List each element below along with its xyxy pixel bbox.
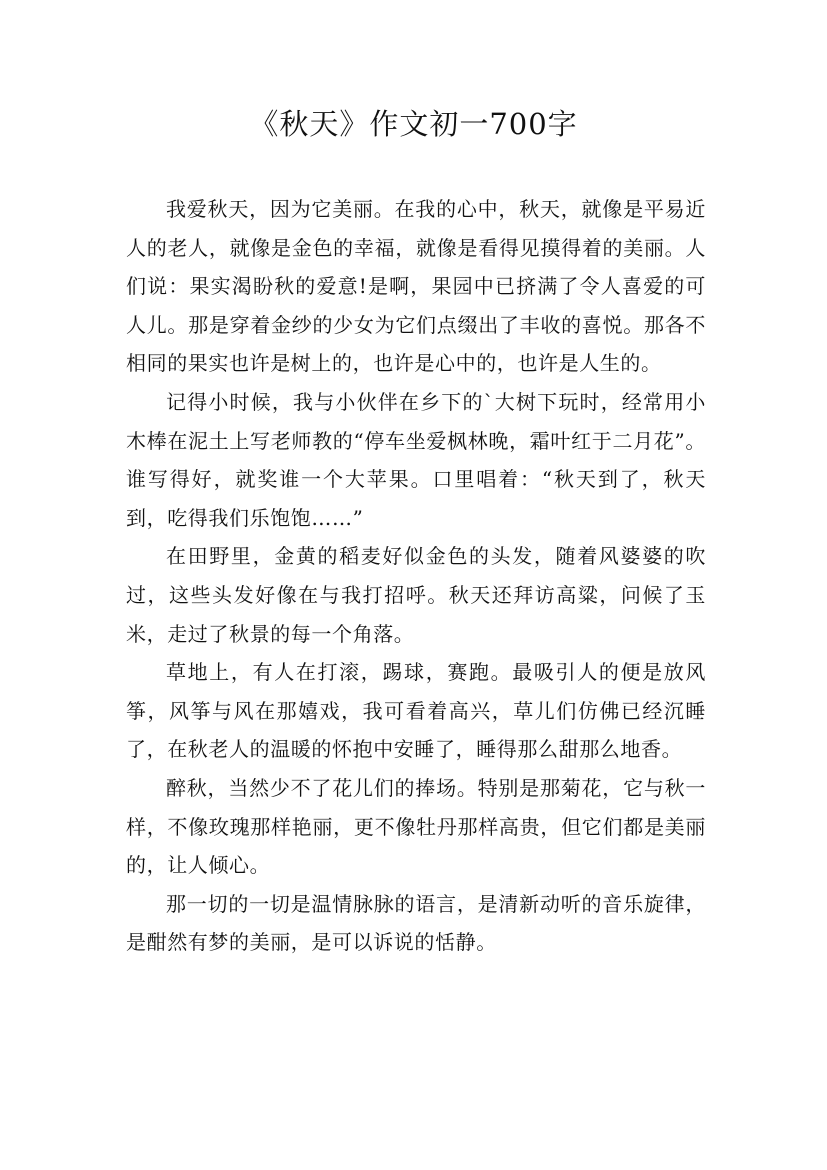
- paragraph-2: 记得小时候，我与小伙伴在乡下的`大树下玩时，经常用小木棒在泥土上写老师教的“停车坐爱枫林晚，霜叶红于二月花”。谁写得好，就奖谁一个大苹果。口里唱着：“秋天到了，秋天到，吃得我们乐饱饱……”: [126, 389, 706, 530]
- paragraph-6: 那一切的一切是温情脉脉的语言，是清新动听的音乐旋律，是酣然有梦的美丽，是可以诉说的恬静。: [126, 891, 706, 955]
- paragraph-3: 在田野里，金黄的稻麦好似金色的头发，随着风婆婆的吹过，这些头发好像在与我打招呼。秋天还拜访高粱，问候了玉米，走过了秋景的每一个角落。: [126, 544, 706, 646]
- paragraph-4: 草地上，有人在打滚，踢球，赛跑。最吸引人的便是放风筝，风筝与风在那嬉戏，我可看着高兴，草儿们仿佛已经沉睡了，在秋老人的温暖的怀抱中安睡了，睡得那么甜那么地香。: [126, 660, 706, 762]
- document-title: 《秋天》作文初一700字: [249, 107, 578, 141]
- paragraph-1: 我爱秋天，因为它美丽。在我的心中，秋天，就像是平易近人的老人，就像是金色的幸福，就像是看得见摸得着的美丽。人们说：果实渴盼秋的爱意!是啊，果园中已挤满了令人喜爱的可人儿。那是穿着金纱的少女为它们点缀出了丰收的喜悦。那各不相同的果实也许是树上的，也许是心中的，也许是人生的。: [126, 197, 706, 376]
- paragraph-5: 醉秋，当然少不了花儿们的捧场。特别是那菊花，它与秋一样，不像玫瑰那样艳丽，更不像牡丹那样高贵，但它们都是美丽的，让人倾心。: [126, 775, 706, 878]
- document-body: [126, 190, 706, 962]
